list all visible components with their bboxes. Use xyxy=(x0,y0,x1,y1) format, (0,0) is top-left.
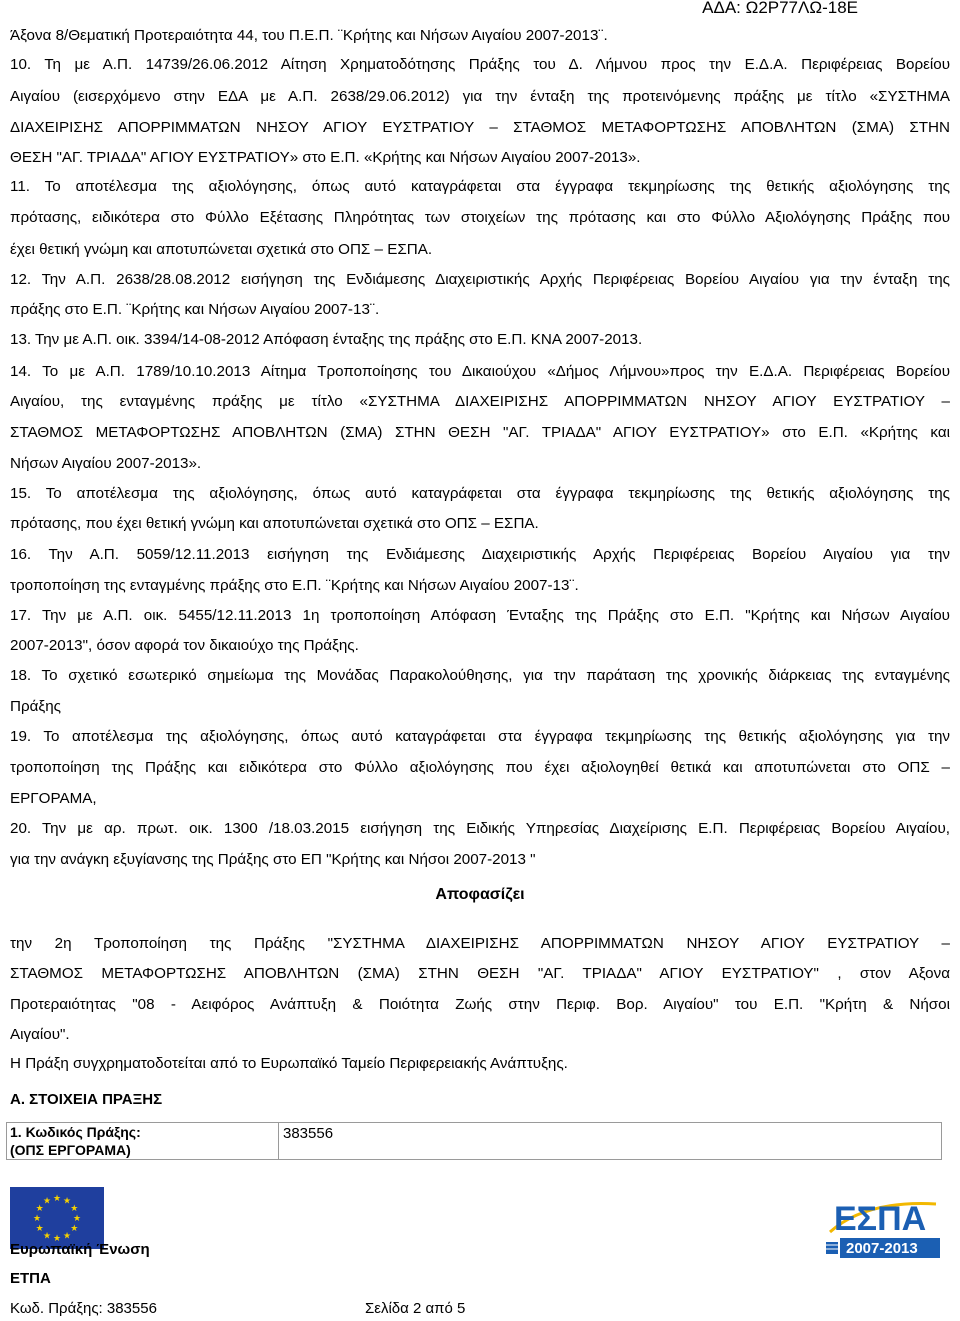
espa-years-text: 2007-2013 xyxy=(846,1240,918,1257)
star-icon: ★ xyxy=(35,1223,44,1233)
text-line: Νήσων Αιγαίου 2007-2013». xyxy=(10,455,202,472)
star-icon: ★ xyxy=(42,1195,52,1206)
star-icon: ★ xyxy=(62,1195,72,1206)
star-icon: ★ xyxy=(52,1233,62,1243)
espa-name-text: ΕΣΠΑ xyxy=(834,1200,927,1238)
text-line: 17. Την με Α.Π. οικ. 5455/12.11.2013 1η τροποποίηση Απόφαση Ένταξης της Πράξης στο Ε.Π. "Κρήτης και Νήσων Αιγαίου xyxy=(10,607,950,624)
star-icon: ★ xyxy=(52,1193,62,1203)
footer-page-number: Σελίδα 2 από 5 xyxy=(365,1300,466,1317)
text-line: 14. Το με Α.Π. 1789/10.10.2013 Αίτημα Τροποποίησης του Δικαιούχου «Δήμος Λήμνου»προς την Ε.Δ.Α. Περιφέρειας Βορείου xyxy=(10,363,950,380)
text-line: 16. Την Α.Π. 5059/12.11.2013 εισήγηση της Ενδιάμεσης Διαχειριστικής Αρχής Περιφέρειας Βορείου Αιγαίου για την xyxy=(10,546,950,563)
star-icon: ★ xyxy=(42,1230,52,1241)
text-line: πρότασης, ειδικότερα στο Φύλλο Εξέτασης Πληρότητας των στοιχείων της πρότασης και στο Φύλλο Αξιολόγησης Πράξης που xyxy=(10,209,950,226)
text-line: 15. Το αποτέλεσμα της αξιολόγησης, όπως αυτό καταγράφεται στα έγγραφα τεκμηρίωσης της θετικής αξιολόγησης της xyxy=(10,485,950,502)
star-icon: ★ xyxy=(70,1223,79,1233)
text-line: 13. Την με Α.Π. οικ. 3394/14-08-2012 Απόφαση ένταξης της πράξης στο Ε.Π. ΚΝΑ 2007-2013. xyxy=(10,331,643,348)
text-line: ΕΡΓΟΡΑΜΑ, xyxy=(10,790,97,807)
text-line: τροποποίηση της ενταγμένης πράξης στο Ε.Π. ¨Κρήτης και Νήσων Αιγαίου 2007-13¨. xyxy=(10,577,579,594)
text-line: Αιγαίου (εισερχόμενο στην ΕΔΑ με Α.Π. 2638/29.06.2012) για την ένταξη της προτεινόμενης πράξης με τίτλο «ΣΥΣΤΗΜΑ xyxy=(10,88,950,105)
project-code-label xyxy=(10,1123,279,1159)
text-line: έχει θετική γνώμη και αποτυπώνεται σχετικά στο ΟΠΣ – ΕΣΠΑ. xyxy=(10,241,433,258)
section-a-title: Α. ΣΤΟΙΧΕΙΑ ΠΡΑΞΗΣ xyxy=(10,1091,163,1108)
text-line: Προτεραιότητας "08 - Αειφόρος Ανάπτυξη & Ποιότητα Ζωής στην Περιφ. Βορ. Αιγαίου" του Ε.Π. "Κρήτη & Νήσοι xyxy=(10,996,950,1013)
text-line: ΣΤΑΘΜΟΣ ΜΕΤΑΦΟΡΤΩΣΗΣ ΑΠΟΒΛΗΤΩΝ (ΣΜΑ) ΣΤΗΝ ΘΕΣΗ "ΑΓ. ΤΡΙΑΔΑ" ΑΓΙΟΥ ΕΥΣΤΡΑΤΙΟΥ" , στον Αξονα xyxy=(10,965,950,982)
text-line: πρότασης, που έχει θετική γνώμη και αποτυπώνεται σχετικά στο ΟΠΣ – ΕΣΠΑ. xyxy=(10,515,539,532)
text-line: ΔΙΑΧΕΙΡΙΣΗΣ ΑΠΟΡΡΙΜΜΑΤΩΝ ΝΗΣΟΥ ΑΓΙΟΥ ΕΥΣΤΡΑΤΙΟΥ – ΣΤΑΘΜΟΣ ΜΕΤΑΦΟΡΤΩΣΗΣ ΑΠΟΒΛΗΤΩΝ (ΣΜΑ) ΣΤΗΝ xyxy=(10,119,950,136)
footer-code: Κωδ. Πράξης: 383556 xyxy=(10,1300,157,1317)
text-line: 10. Τη με Α.Π. 14739/26.06.2012 Αίτηση Χρηματοδότησης Πράξης του Δ. Λήμνου προς την Ε.Δ.Α. Περιφέρειας Βορείου xyxy=(10,56,950,73)
text-line: 20. Την με αρ. πρωτ. οικ. 1300 /18.03.2015 εισήγηση της Ειδικής Υπηρεσίας Διαχείρισης Ε.Π. Περιφέρειας Βορείου Αιγαίου, xyxy=(10,820,950,837)
etpa-label: ΕΤΠΑ xyxy=(10,1270,51,1287)
text-line: 12. Την Α.Π. 2638/28.08.2012 εισήγηση της Ενδιάμεσης Διαχειριστικής Αρχής Περιφέρειας Βορείου Αιγαίου για την ένταξη της xyxy=(10,271,950,288)
star-icon: ★ xyxy=(62,1230,72,1241)
project-code-value: 383556 xyxy=(283,1125,334,1142)
star-icon: ★ xyxy=(70,1203,79,1213)
project-code-table xyxy=(6,1122,942,1160)
text-line: τροποποίηση της Πράξης και ειδικότερα στο Φύλλο αξιολόγησης που έχει αξιολογηθεί θετικά και αποτυπώνεται στο ΟΠΣ – xyxy=(10,759,950,776)
text-line: Αιγαίου". xyxy=(10,1026,70,1043)
text-line: 2007-2013", όσον αφορά τον δικαιούχο της Πράξης. xyxy=(10,637,359,654)
text-line: 18. Το σχετικό εσωτερικό σημείωμα της Μονάδας Παρακολούθησης, για την παράταση της χρονικής διάρκειας της ενταγμένης xyxy=(10,667,950,684)
espa-logo-graphic xyxy=(826,1186,946,1266)
decision-heading: Αποφασίζει xyxy=(435,886,525,903)
text-line: την 2η Τροποποίηση της Πράξης "ΣΥΣΤΗΜΑ ΔΙΑΧΕΙΡΙΣΗΣ ΑΠΟΡΡΙΜΜΑΤΩΝ ΝΗΣΟΥ ΑΓΙΟΥ ΕΥΣΤΡΑΤΙΟΥ – xyxy=(10,935,950,952)
eu-label: Ευρωπαϊκή Ένωση xyxy=(10,1241,150,1258)
text-line: 11. Το αποτέλεσμα της αξιολόγησης, όπως αυτό καταγράφεται στα έγγραφα τεκμηρίωσης της θετικής αξιολόγησης της xyxy=(10,178,950,195)
eu-flag-logo xyxy=(10,1187,104,1249)
star-icon: ★ xyxy=(72,1213,82,1223)
star-icon: ★ xyxy=(35,1203,44,1213)
ada-number: ΑΔΑ: Ω2Ρ77ΛΩ-18Ε xyxy=(702,0,858,17)
text-line: Αιγαίου, της ενταγμένης πράξης με τίτλο «ΣΥΣΤΗΜΑ ΔΙΑΧΕΙΡΙΣΗΣ ΑΠΟΡΡΙΜΜΑΤΩΝ ΝΗΣΟΥ ΑΓΙΟΥ ΕΥΣΤΡΑΤΙΟΥ – xyxy=(10,393,950,410)
text-line: ΘΕΣΗ "ΑΓ. ΤΡΙΑΔΑ" ΑΓΙΟΥ ΕΥΣΤΡΑΤΙΟΥ» στο Ε.Π. «Κρήτης και Νήσων Αιγαίου 2007-2013». xyxy=(10,149,641,166)
eu-stars-icon xyxy=(10,1187,104,1249)
text-line: πράξης στο Ε.Π. ¨Κρήτης και Νήσων Αιγαίου 2007-13¨. xyxy=(10,301,380,318)
star-icon: ★ xyxy=(32,1213,42,1223)
text-line: Άξονα 8/Θεματική Προτεραιότητα 44, του Π.Ε.Π. ¨Κρήτης και Νήσων Αιγαίου 2007-2013¨. xyxy=(10,27,608,44)
project-code-label-line1: 1. Κωδικός Πράξης: xyxy=(10,1124,141,1140)
text-line: Η Πράξη συγχρηματοδοτείται από το Ευρωπαϊκό Ταμείο Περιφερειακής Ανάπτυξης. xyxy=(10,1055,568,1072)
text-line: για την ανάγκη εξυγίανσης της Πράξης στο ΕΠ "Κρήτης και Νήσοι 2007-2013 " xyxy=(10,851,536,868)
text-line: 19. Το αποτέλεσμα της αξιολόγησης, όπως αυτό καταγράφεται στα έγγραφα τεκμηρίωσης της θετικής αξιολόγησης για την xyxy=(10,728,950,745)
text-line: ΣΤΑΘΜΟΣ ΜΕΤΑΦΟΡΤΩΣΗΣ ΑΠΟΒΛΗΤΩΝ (ΣΜΑ) ΣΤΗΝ ΘΕΣΗ "ΑΓ. ΤΡΙΑΔΑ" ΑΓΙΟΥ ΕΥΣΤΡΑΤΙΟΥ» στο Ε.Π. «Κρήτης και xyxy=(10,424,950,441)
espa-logo xyxy=(826,1186,946,1266)
project-code-label-line2: (ΟΠΣ ΕΡΓΟΡΑΜΑ) xyxy=(10,1142,131,1158)
text-line: Πράξης xyxy=(10,698,61,715)
